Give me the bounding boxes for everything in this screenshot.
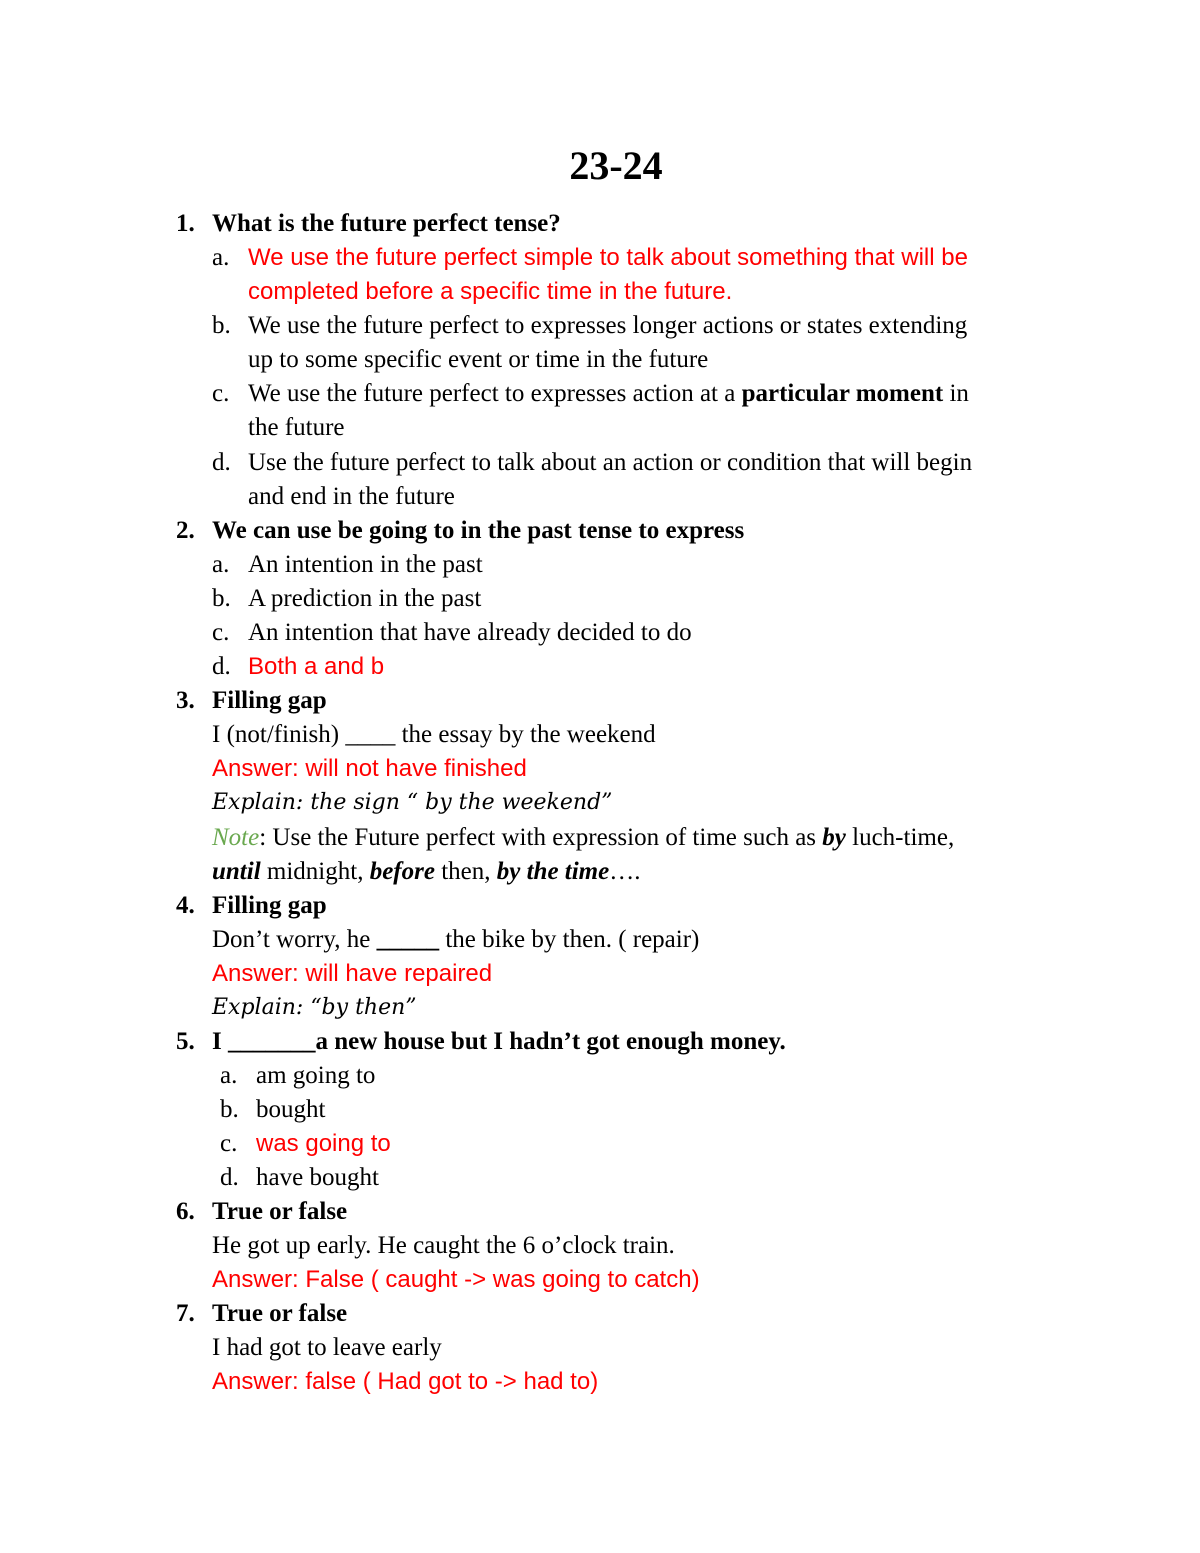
question-number: 2. xyxy=(176,517,195,544)
page-title: 23-24 xyxy=(569,143,663,188)
option-5c-letter: c. xyxy=(220,1130,238,1157)
q3-answer: Answer: will not have finished xyxy=(212,755,527,782)
option-5c-text: was going to xyxy=(256,1130,391,1157)
q7-sentence: I had got to leave early xyxy=(212,1334,442,1361)
option-2c-letter: c. xyxy=(212,619,230,646)
option-2b-text: A prediction in the past xyxy=(248,585,482,612)
option-2a-letter: a. xyxy=(212,551,230,578)
question-text: Filling gap xyxy=(212,687,327,714)
option-5d-text: have bought xyxy=(256,1164,379,1191)
q7-answer: Answer: false ( Had got to -> had to) xyxy=(212,1368,599,1395)
q3-note-line2: until midnight, before then, by the time…. xyxy=(212,858,641,885)
question-text: True or false xyxy=(212,1198,348,1225)
option-5d-letter: d. xyxy=(220,1164,239,1191)
option-1b-letter: b. xyxy=(212,312,231,339)
question-text: True or false xyxy=(212,1300,348,1327)
option-2b-letter: b. xyxy=(212,585,231,612)
question-text: What is the future perfect tense? xyxy=(212,210,561,237)
question-text: We can use be going to in the past tense to express xyxy=(212,517,745,544)
option-1a-letter: a. xyxy=(212,244,230,271)
q4-explain: Explain: “by then” xyxy=(212,995,417,1020)
q4-sentence: Don’t worry, he _____ the bike by then. ( repair) xyxy=(212,926,700,953)
option-1d-line2: and end in the future xyxy=(248,483,455,510)
option-1d-letter: d. xyxy=(212,449,231,476)
option-2d-text: Both a and b xyxy=(248,653,385,680)
option-5a-letter: a. xyxy=(220,1062,238,1089)
option-1c-letter: c. xyxy=(212,380,230,407)
option-2a-text: An intention in the past xyxy=(248,551,483,578)
q6-sentence: He got up early. He caught the 6 o’clock train. xyxy=(212,1232,675,1259)
q6-answer: Answer: False ( caught -> was going to catch) xyxy=(212,1266,700,1293)
question-text: Filling gap xyxy=(212,892,327,919)
option-1a-line2: completed before a specific time in the future. xyxy=(248,278,733,305)
question-number: 3. xyxy=(176,687,195,714)
q3-explain: Explain: the sign “ by the weekend” xyxy=(212,790,613,815)
q4-answer: Answer: will have repaired xyxy=(212,960,493,987)
question-text: I _______a new house but I hadn’t got enough money. xyxy=(212,1028,786,1055)
option-5b-text: bought xyxy=(256,1096,326,1123)
option-5a-text: am going to xyxy=(256,1062,376,1089)
option-1b-line2: up to some specific event or time in the future xyxy=(248,346,709,373)
q3-sentence: I (not/finish) ____ the essay by the weekend xyxy=(212,721,656,748)
option-2c-text: An intention that have already decided to do xyxy=(248,619,692,646)
option-1b-line1: We use the future perfect to expresses longer actions or states extending xyxy=(248,312,968,339)
option-1d-line1: Use the future perfect to talk about an action or condition that will begin xyxy=(248,449,973,476)
question-number: 1. xyxy=(176,210,195,237)
q3-note-line1: Note: Use the Future perfect with expression of time such as by luch-time, xyxy=(212,824,955,851)
question-number: 6. xyxy=(176,1198,195,1225)
option-1c-line1: We use the future perfect to expresses action at a particular moment in xyxy=(248,380,969,407)
option-2d-letter: d. xyxy=(212,653,231,680)
question-number: 4. xyxy=(176,892,195,919)
question-number: 7. xyxy=(176,1300,195,1327)
question-number: 5. xyxy=(176,1028,195,1055)
option-1c-line2: the future xyxy=(248,414,345,441)
option-1a-line1: We use the future perfect simple to talk about something that will be xyxy=(248,244,968,271)
note-label: Note xyxy=(212,824,260,851)
option-5b-letter: b. xyxy=(220,1096,239,1123)
